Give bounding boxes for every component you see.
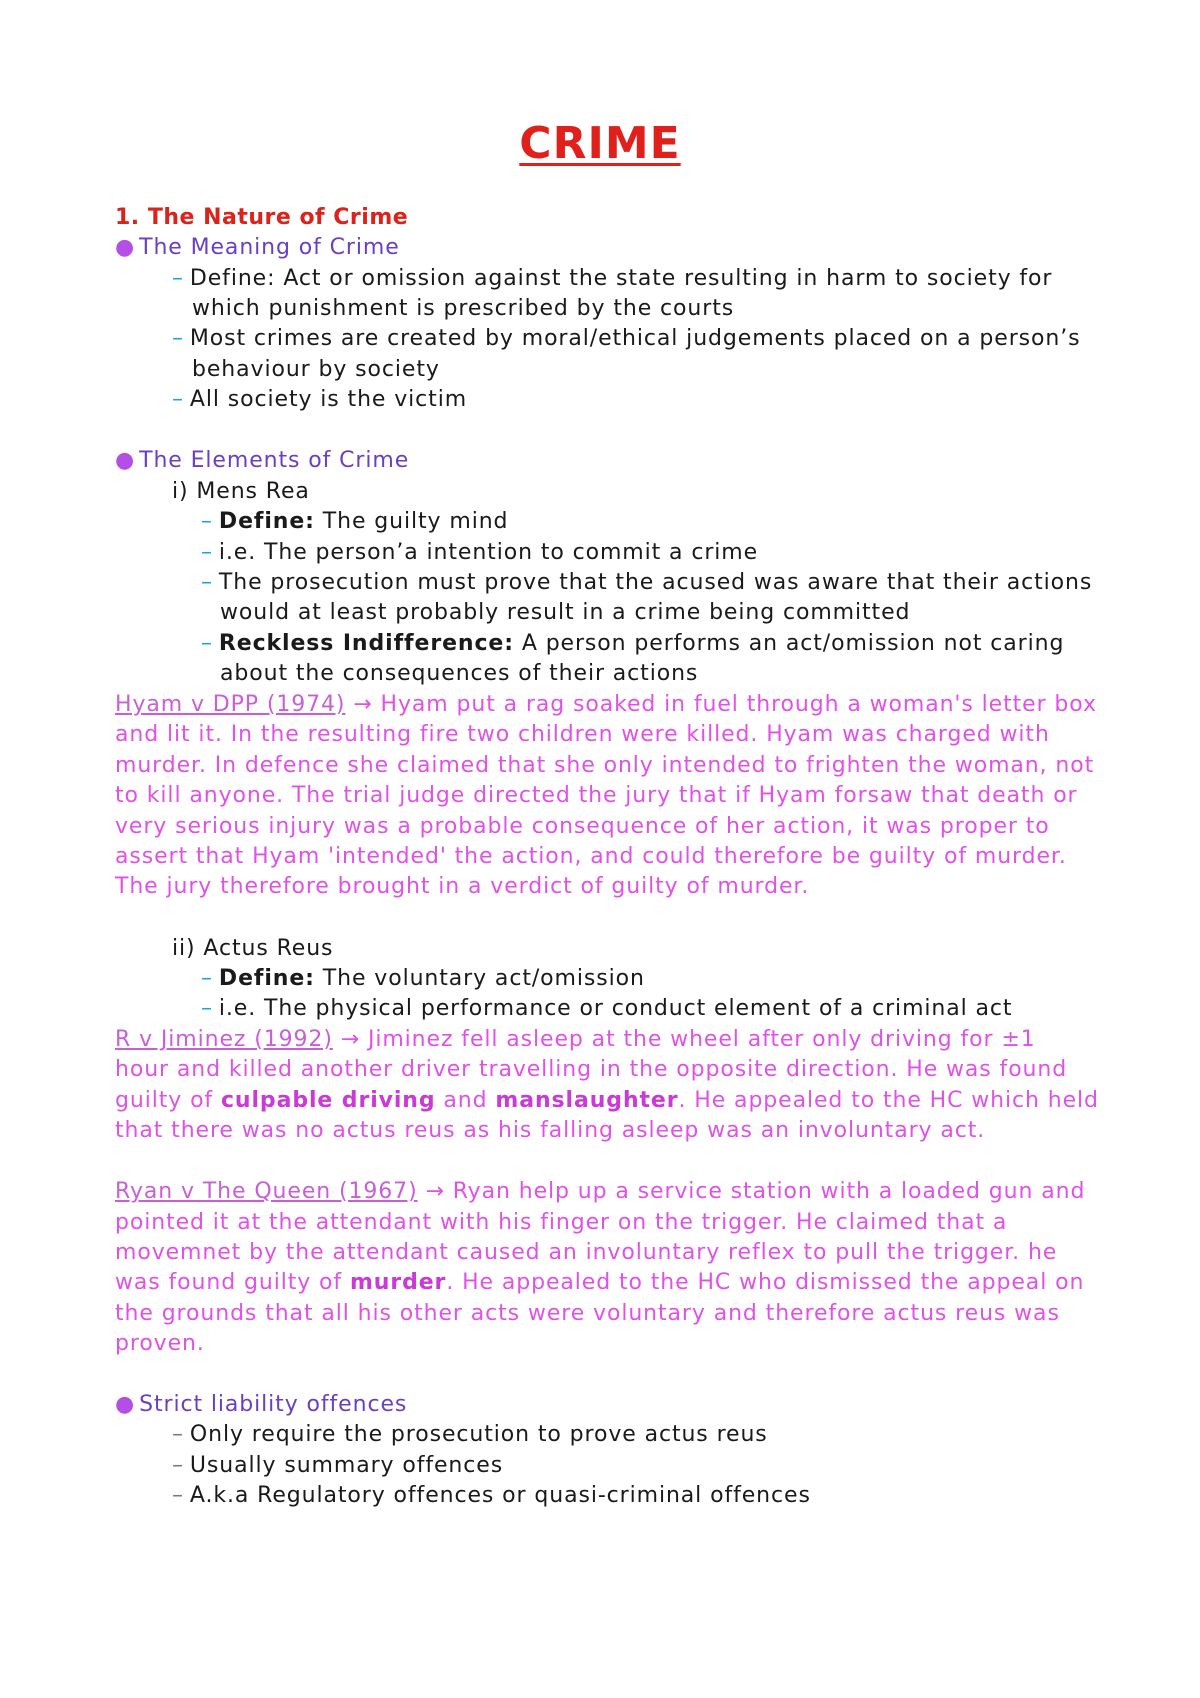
case-hyam-l3: murder. In defence she claimed that she only intended to frighten the woman, not [115, 753, 1095, 778]
section-heading-nature: 1. The Nature of Crime [115, 205, 409, 230]
subheading-elements-text: The Elements of Crime [139, 448, 410, 473]
bullet-text: Define: Act or omission against the state resulting in harm to society for [189, 266, 1053, 291]
case-jiminez-l2: hour and killed another driver travelling in the opposite direction. He was found [115, 1057, 1068, 1082]
actus-reus-ie [201, 994, 1012, 1024]
case-jiminez-l4: that there was no actus reus as his falling asleep was an involuntary act. [115, 1118, 986, 1143]
bullet-text: Only require the prosecution to prove actus reus [189, 1422, 768, 1447]
dash-icon: – [201, 966, 213, 991]
bullet-dot-icon: ● [115, 1392, 136, 1417]
mens-rea-ie [201, 538, 758, 568]
case-ref-hyam: Hyam v DPP (1974) [115, 692, 346, 717]
subheading-meaning-text: The Meaning of Crime [139, 235, 400, 260]
actus-reus-label: ii) Actus Reus [172, 936, 334, 961]
dash-icon: – [172, 387, 184, 412]
case-ryan-l3: movemnet by the attendant caused an involuntary reflex to pull the trigger. he [115, 1240, 1058, 1265]
meaning-bullet-2-cont: behaviour by society [192, 357, 440, 382]
dash-icon: – [201, 631, 213, 656]
dash-icon: – [172, 1483, 184, 1508]
dash-icon: – [201, 570, 213, 595]
case-text: Hyam put a rag soaked in fuel through a woman's letter box [380, 692, 1097, 717]
define-text: The guilty mind [314, 509, 509, 534]
case-emphasis: murder [349, 1270, 447, 1295]
strict-bullet-1 [172, 1420, 768, 1450]
case-hyam-l4: to kill anyone. The trial judge directed the jury that if Hyam forsaw that death or [115, 783, 1078, 808]
subheading-elements [115, 446, 409, 476]
reckless-text: A person performs an act/omission not caring [513, 631, 1065, 656]
subheading-meaning [115, 233, 400, 263]
actus-reus-define [201, 964, 645, 994]
case-ryan-l2: pointed it at the attendant with his finger on the trigger. He claimed that a [115, 1210, 1008, 1235]
bullet-dot-icon: ● [115, 235, 136, 260]
mens-rea-prosecution-cont: would at least probably result in a crime being committed [220, 600, 911, 625]
case-emphasis: manslaughter [495, 1088, 679, 1113]
meaning-bullet-1-cont: which punishment is prescribed by the courts [192, 296, 735, 321]
page-title: CRIME [519, 118, 681, 169]
case-hyam-l6: assert that Hyam 'intended' the action, and could therefore be guilty of murder. [115, 844, 1067, 869]
case-text: . He appealed to the HC which held [678, 1088, 1099, 1113]
bullet-text: i.e. The person’a intention to commit a crime [218, 540, 759, 565]
case-hyam-l7: The jury therefore brought in a verdict of guilty of murder. [115, 874, 810, 899]
meaning-bullet-1 [172, 264, 1052, 294]
subheading-strict [115, 1390, 407, 1420]
case-text: guilty of [115, 1088, 221, 1113]
case-hyam-l5: very serious injury was a probable consequence of her action, it was proper to [115, 814, 1050, 839]
dash-icon: – [172, 1453, 184, 1478]
case-text: and [435, 1088, 496, 1113]
case-text: . He appealed to the HC who dismissed the appeal on [446, 1270, 1085, 1295]
strict-bullet-2 [172, 1451, 503, 1481]
mens-rea-reckless-cont: about the consequences of their actions [220, 661, 699, 686]
case-ryan [115, 1177, 1085, 1207]
bullet-dot-icon: ● [115, 448, 136, 473]
mens-rea-prosecution [201, 568, 1092, 598]
reckless-label: Reckless Indifference: [218, 631, 514, 656]
define-label: Define: [218, 966, 315, 991]
case-ryan-l6: proven. [115, 1331, 205, 1356]
case-jiminez-l3 [115, 1086, 1099, 1116]
dash-icon: – [201, 509, 213, 534]
bullet-text: Usually summary offences [189, 1453, 504, 1478]
dash-icon: – [201, 540, 213, 565]
mens-rea-define [201, 507, 508, 537]
case-ref-jiminez: R v Jiminez (1992) [115, 1027, 333, 1052]
subheading-strict-text: Strict liability offences [139, 1392, 408, 1417]
case-jiminez [115, 1025, 1036, 1055]
case-text: Jiminez fell asleep at the wheel after only driving for ±1 [367, 1027, 1036, 1052]
meaning-bullet-3 [172, 385, 467, 415]
mens-rea-label: i) Mens Rea [172, 479, 310, 504]
case-ryan-l5: the grounds that all his other acts were voluntary and therefore actus reus was [115, 1301, 1060, 1326]
bullet-text: The prosecution must prove that the acused was aware that their actions [218, 570, 1093, 595]
bullet-text: Most crimes are created by moral/ethical judgements placed on a person’s [189, 326, 1081, 351]
dash-icon: – [201, 996, 213, 1021]
dash-icon: – [172, 1422, 184, 1447]
mens-rea-reckless [201, 629, 1064, 659]
define-text: The voluntary act/omission [314, 966, 645, 991]
define-label: Define: [218, 509, 315, 534]
bullet-text: i.e. The physical performance or conduct element of a criminal act [218, 996, 1013, 1021]
arrow-icon: → [417, 1179, 453, 1204]
case-text: was found guilty of [115, 1270, 350, 1295]
case-emphasis: culpable driving [220, 1088, 436, 1113]
case-text: Ryan help up a service station with a loaded gun and [452, 1179, 1086, 1204]
dash-icon: – [172, 266, 184, 291]
case-ryan-l4 [115, 1268, 1084, 1298]
arrow-icon: → [332, 1027, 368, 1052]
meaning-bullet-2 [172, 324, 1080, 354]
strict-bullet-3 [172, 1481, 811, 1511]
bullet-text: A.k.a Regulatory offences or quasi-criminal offences [189, 1483, 811, 1508]
case-hyam [115, 690, 1097, 720]
case-hyam-l2: and lit it. In the resulting fire two children were killed. Hyam was charged with [115, 722, 1050, 747]
dash-icon: – [172, 326, 184, 351]
arrow-icon: → [345, 692, 381, 717]
bullet-text: All society is the victim [189, 387, 468, 412]
case-ref-ryan: Ryan v The Queen (1967) [115, 1179, 418, 1204]
